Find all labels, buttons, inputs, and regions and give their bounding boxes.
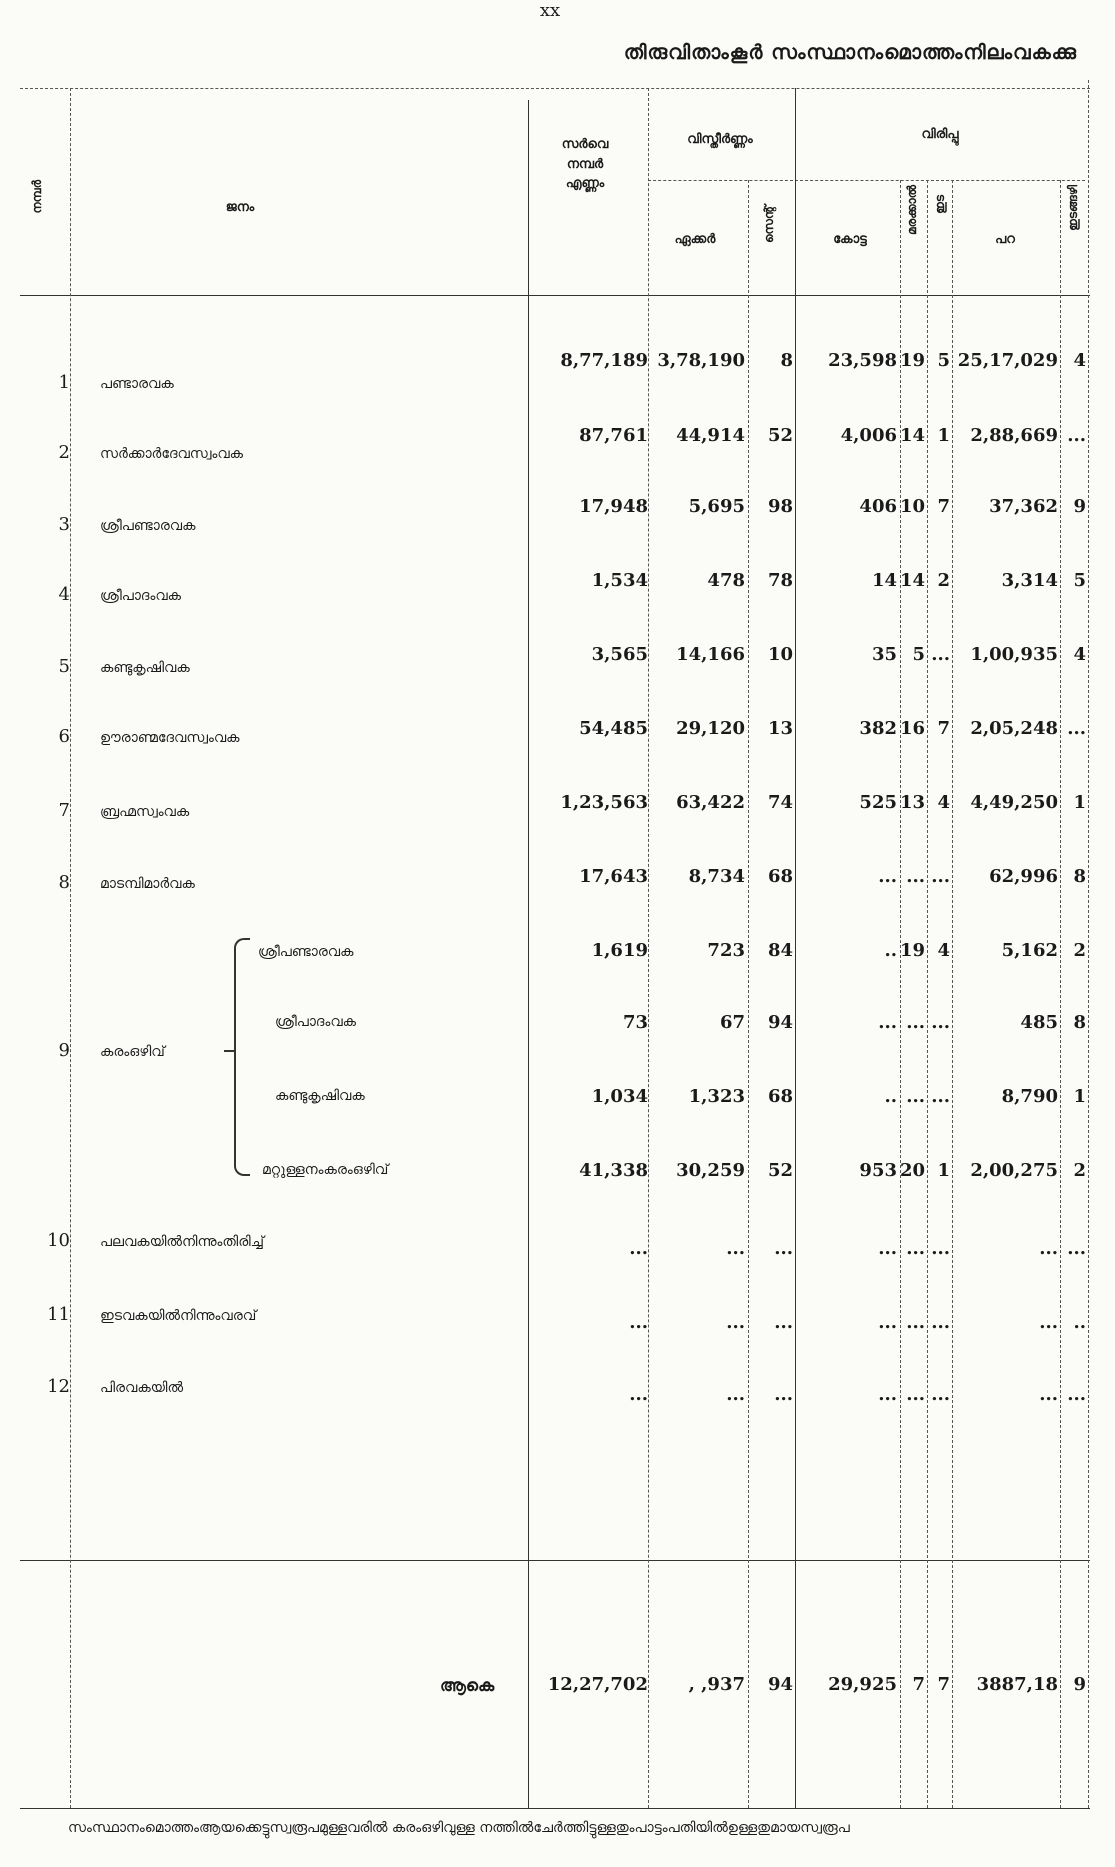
cell-ida: 7: [937, 718, 950, 739]
subheader-rule-2: [795, 180, 1085, 181]
cell-markkal: 14: [900, 570, 926, 591]
cell-para: 3,314: [1001, 570, 1058, 591]
cell-cent: 52: [767, 1160, 793, 1181]
row-sno: 10: [47, 1230, 70, 1251]
cell-survey: 17,948: [579, 496, 648, 517]
cell-survey: 3,565: [591, 644, 648, 665]
cell-markkal: 14: [900, 425, 926, 446]
cell-acre: 5,695: [688, 496, 745, 517]
cell-kota: 382: [859, 718, 897, 739]
cell-markkal: ...: [906, 1384, 925, 1405]
cell-acre: 63,422: [676, 792, 745, 813]
cell-idangazhi: 2: [1073, 1160, 1086, 1181]
cell-survey: 17,643: [579, 866, 648, 887]
cell-acre: ...: [726, 1384, 745, 1405]
cell-para: 62,996: [989, 866, 1058, 887]
row-sno: 2: [58, 442, 70, 463]
cell-idangazhi: ...: [1067, 1384, 1086, 1405]
cell-kota: 406: [859, 496, 897, 517]
cell-markkal: ...: [906, 1238, 925, 1259]
header-viruppu: വിരിപ്പു: [921, 127, 959, 142]
cell-ida: ...: [931, 1012, 950, 1033]
header-ida: ഇട: [933, 195, 947, 214]
row-sno: 3: [58, 514, 70, 535]
table-top-rule: [20, 88, 1090, 89]
cell-ida: ...: [931, 866, 950, 887]
cell-ida: ...: [931, 1312, 950, 1333]
cell-idangazhi: 8: [1073, 866, 1086, 887]
cell-ida: 4: [937, 940, 950, 961]
subrow-label: ശ്രീപണ്ടാരവക: [258, 944, 354, 960]
header-bottom-rule: [20, 295, 1090, 296]
cell-ida: ...: [931, 1238, 950, 1259]
col-rule-j: [1088, 80, 1089, 1808]
cell-para: 2,88,669: [970, 425, 1058, 446]
cell-idangazhi: ...: [1067, 718, 1086, 739]
total-label: ആകെ: [440, 1676, 495, 1696]
cell-cent: 94: [767, 1674, 793, 1695]
cell-survey: 73: [622, 1012, 648, 1033]
cell-survey: 1,23,563: [560, 792, 648, 813]
cell-idangazhi: ...: [1067, 425, 1086, 446]
cell-markkal: 20: [900, 1160, 926, 1181]
col-rule-d: [748, 180, 749, 1808]
cell-kota: 14: [871, 570, 897, 591]
cell-survey: 54,485: [579, 718, 648, 739]
cell-kota: 23,598: [828, 350, 897, 371]
row-label: ശ്രീപണ്ടാരവക: [100, 518, 196, 534]
subrow-label: മറ്റുള്ളനംകരംഒഴിവ്: [262, 1162, 389, 1178]
cell-survey: 8,77,189: [560, 350, 648, 371]
cell-survey: ...: [629, 1384, 648, 1405]
cell-para: ...: [1039, 1238, 1058, 1259]
row-sno: 6: [58, 726, 70, 747]
cell-survey: 87,761: [579, 425, 648, 446]
cell-ida: 7: [937, 496, 950, 517]
cell-idangazhi: 9: [1073, 496, 1086, 517]
cell-para: 2,00,275: [970, 1160, 1058, 1181]
subrow-label: കണ്ടുകൃഷിവക: [275, 1088, 365, 1104]
footer-note: സംസ്ഥാനംമൊത്തംആയക്കെട്ടുസ്വരൂപമുള്ളവരിൽ കരംഒഴിവുള്ള നത്തിൽചേർത്തിട്ടുള്ളതുംപാട്ടംപതിയിൽഉള്ളതുമായസ്വരൂപ: [68, 1820, 850, 1836]
page-title: തിരുവിതാംകൂർ സംസ്ഥാനംമൊത്തംനിലംവകക്കു: [623, 40, 1077, 64]
cell-idangazhi: 4: [1073, 644, 1086, 665]
row-sno: 9: [58, 1040, 70, 1061]
cell-cent: 52: [767, 425, 793, 446]
cell-idangazhi: 8: [1073, 1012, 1086, 1033]
cell-para: 2,05,248: [970, 718, 1058, 739]
row-label: ബ്രഹ്മസ്വംവക: [100, 804, 190, 820]
cell-para: 25,17,029: [957, 350, 1058, 371]
cell-idangazhi: 1: [1073, 792, 1086, 813]
row-sno: 5: [58, 656, 70, 677]
cell-markkal: 16: [900, 718, 926, 739]
row-label: കണ്ടുകൃഷിവക: [100, 660, 190, 676]
cell-para: 37,362: [989, 496, 1058, 517]
row-label: പിരവകയിൽ: [100, 1380, 184, 1396]
cell-ida: 4: [937, 792, 950, 813]
header-janam: ജനം: [225, 200, 255, 215]
cell-survey: 1,534: [591, 570, 648, 591]
cell-para: 485: [1020, 1012, 1058, 1033]
cell-markkal: ...: [906, 866, 925, 887]
cell-kota: ...: [878, 1384, 897, 1405]
cell-cent: 74: [767, 792, 793, 813]
cell-markkal: 10: [900, 496, 926, 517]
group-brace-tip: [224, 1050, 236, 1052]
cell-acre: 30,259: [676, 1160, 745, 1181]
cell-acre: , ,937: [688, 1674, 745, 1695]
cell-markkal: 7: [912, 1674, 925, 1695]
cell-cent: ...: [774, 1384, 793, 1405]
cell-acre: 67: [719, 1012, 745, 1033]
cell-cent: 68: [767, 866, 793, 887]
cell-cent: 78: [767, 570, 793, 591]
cell-para: 8,790: [1001, 1086, 1058, 1107]
cell-idangazhi: 1: [1073, 1086, 1086, 1107]
cell-acre: 1,323: [688, 1086, 745, 1107]
row-sno: 8: [58, 872, 70, 893]
col-rule-i: [1060, 180, 1061, 1808]
row-label: സർക്കാർദേവസ്വംവക: [100, 446, 243, 462]
cell-ida: 1: [937, 425, 950, 446]
cell-survey: ...: [629, 1238, 648, 1259]
cell-cent: 94: [767, 1012, 793, 1033]
cell-markkal: ...: [906, 1086, 925, 1107]
cell-cent: 84: [767, 940, 793, 961]
row-label: കരംഒഴിവ്: [100, 1044, 165, 1060]
cell-ida: ...: [931, 1086, 950, 1107]
row-label: ശ്രീപാദംവക: [100, 588, 181, 604]
cell-idangazhi: 2: [1073, 940, 1086, 961]
cell-cent: 98: [767, 496, 793, 517]
cell-kota: 525: [859, 792, 897, 813]
header-para: പറ: [995, 232, 1015, 247]
cell-markkal: 13: [900, 792, 926, 813]
cell-kota: ...: [878, 1238, 897, 1259]
cell-ida: 1: [937, 1160, 950, 1181]
cell-kota: 953: [859, 1160, 897, 1181]
header-kota: കോട്ട: [833, 232, 867, 247]
cell-acre: 14,166: [676, 644, 745, 665]
cell-ida: 5: [937, 350, 950, 371]
row-label: പണ്ടാരവക: [100, 376, 174, 392]
col-rule-a: [70, 88, 71, 1808]
row-sno: 1: [58, 372, 70, 393]
header-idangazhi: ഇടങ്ങഴി: [1066, 185, 1080, 231]
header-markkal: മരക്കാൽ: [905, 185, 919, 235]
cell-ida: ...: [931, 1384, 950, 1405]
row-sno: 11: [47, 1304, 70, 1325]
cell-ida: 7: [937, 1674, 950, 1695]
cell-para: 3887,18: [976, 1674, 1058, 1695]
cell-markkal: 5: [912, 644, 925, 665]
cell-markkal: ...: [906, 1012, 925, 1033]
col-rule-e: [795, 88, 796, 1808]
cell-ida: ...: [931, 644, 950, 665]
cell-acre: ...: [726, 1312, 745, 1333]
cell-survey: 12,27,702: [547, 1674, 648, 1695]
row-label: ഇടവകയിൽനിന്നുംവരവ്: [100, 1308, 257, 1324]
cell-para: 1,00,935: [970, 644, 1058, 665]
group-brace: [234, 938, 250, 1176]
cell-cent: 13: [767, 718, 793, 739]
page-number: xx: [539, 0, 561, 21]
row-label: മാടമ്പിമാർവക: [100, 876, 195, 892]
cell-cent: 10: [767, 644, 793, 665]
cell-kota: ..: [884, 940, 897, 961]
header-acre: ഏക്കർ: [674, 232, 716, 247]
header-cent: സെന്റ്: [762, 205, 776, 244]
cell-cent: 8: [780, 350, 793, 371]
cell-kota: 4,006: [840, 425, 897, 446]
cell-kota: ...: [878, 866, 897, 887]
cell-kota: 35: [871, 644, 897, 665]
cell-markkal: 19: [900, 350, 926, 371]
cell-idangazhi: ...: [1067, 1238, 1086, 1259]
cell-acre: 8,734: [688, 866, 745, 887]
cell-kota: 29,925: [828, 1674, 897, 1695]
cell-kota: ..: [884, 1086, 897, 1107]
cell-acre: 3,78,190: [657, 350, 745, 371]
cell-survey: 41,338: [579, 1160, 648, 1181]
table-bottom-rule: [20, 1808, 1090, 1809]
cell-acre: 478: [707, 570, 745, 591]
header-vistheernam: വിസ്തീർണ്ണം: [687, 132, 753, 147]
subheader-rule-1: [648, 180, 793, 181]
cell-acre: 44,914: [676, 425, 745, 446]
cell-idangazhi: ..: [1073, 1312, 1086, 1333]
cell-idangazhi: 9: [1073, 1674, 1086, 1695]
row-sno: 4: [58, 584, 70, 605]
row-sno: 7: [58, 800, 70, 821]
cell-markkal: ...: [906, 1312, 925, 1333]
cell-cent: ...: [774, 1312, 793, 1333]
subrow-label: ശ്രീപാദംവക: [275, 1014, 356, 1030]
cell-para: 5,162: [1001, 940, 1058, 961]
cell-cent: 68: [767, 1086, 793, 1107]
cell-para: 4,49,250: [970, 792, 1058, 813]
cell-idangazhi: 4: [1073, 350, 1086, 371]
cell-markkal: 19: [900, 940, 926, 961]
total-top-rule: [20, 1560, 1090, 1561]
cell-survey: ...: [629, 1312, 648, 1333]
cell-kota: ...: [878, 1312, 897, 1333]
cell-idangazhi: 5: [1073, 570, 1086, 591]
cell-acre: 723: [707, 940, 745, 961]
row-sno: 12: [47, 1376, 70, 1397]
header-survey: സർവെ നമ്പർ എണ്ണം: [561, 137, 609, 191]
cell-acre: 29,120: [676, 718, 745, 739]
cell-survey: 1,619: [591, 940, 648, 961]
cell-acre: ...: [726, 1238, 745, 1259]
cell-para: ...: [1039, 1384, 1058, 1405]
row-label: ഊരാണ്മദേവസ്വംവക: [100, 730, 240, 746]
row-label: പലവകയിൽനിന്നുംതിരിച്ച്: [100, 1234, 264, 1250]
cell-survey: 1,034: [591, 1086, 648, 1107]
header-sno: നമ്പർ: [30, 180, 44, 214]
cell-ida: 2: [937, 570, 950, 591]
cell-kota: ...: [878, 1012, 897, 1033]
col-rule-c: [648, 88, 649, 1808]
cell-cent: ...: [774, 1238, 793, 1259]
cell-para: ...: [1039, 1312, 1058, 1333]
